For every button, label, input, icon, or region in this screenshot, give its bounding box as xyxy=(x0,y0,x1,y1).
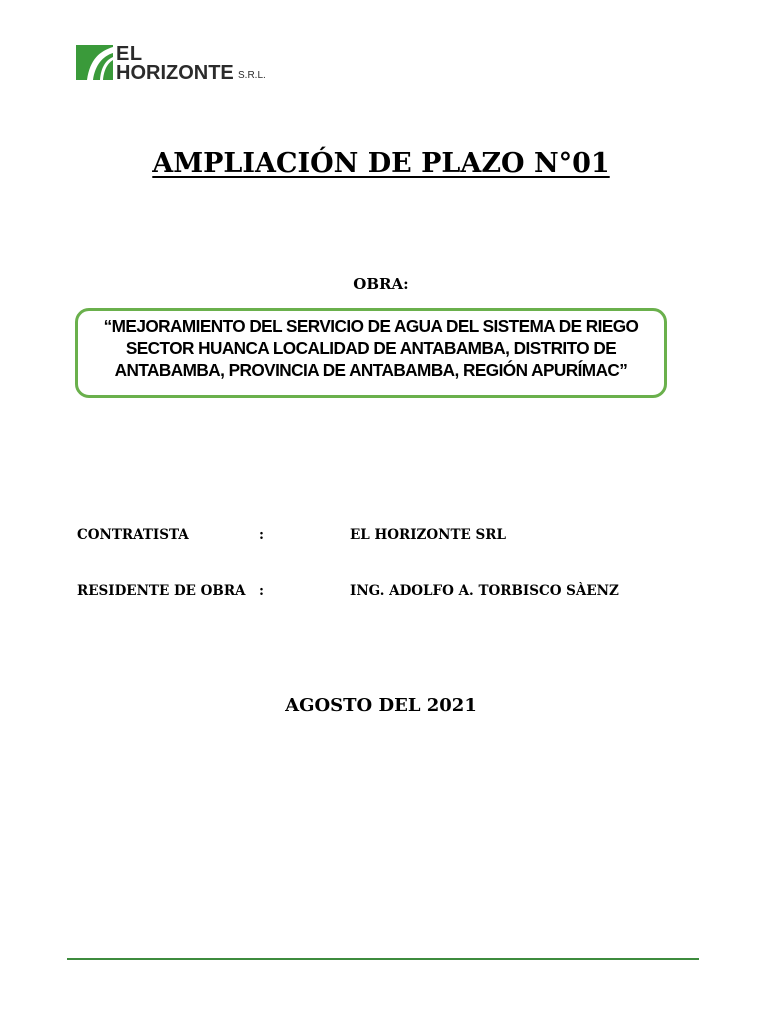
obra-description-line: “MEJORAMIENTO DEL SERVICIO DE AGUA DEL SISTEMA DE RIEGO xyxy=(103,316,639,336)
contratista-label: CONTRATISTA xyxy=(77,527,189,543)
document-date: AGOSTO DEL 2021 xyxy=(285,695,477,716)
obra-description-line: SECTOR HUANCA LOCALIDAD DE ANTABAMBA, DISTRITO DE xyxy=(125,338,617,358)
residente-label: RESIDENTE DE OBRA xyxy=(77,583,246,599)
residente-row xyxy=(77,581,677,601)
logo-text-el: EL xyxy=(116,43,143,65)
logo-text-srl: S.R.L. xyxy=(238,70,266,81)
obra-description xyxy=(98,315,645,381)
document-title: AMPLIACIÓN DE PLAZO N°01 xyxy=(152,148,610,179)
obra-description-line: ANTABAMBA, PROVINCIA DE ANTABAMBA, REGIÓN APURÍMAC” xyxy=(114,360,628,380)
logo-text-horizonte: HORIZONTE xyxy=(116,62,234,84)
contratista-row xyxy=(77,525,677,545)
company-logo xyxy=(76,44,276,84)
obra-description-box xyxy=(75,308,667,398)
contratista-separator: : xyxy=(259,527,264,543)
obra-label: OBRA: xyxy=(353,275,409,293)
contratista-value: EL HORIZONTE SRL xyxy=(350,527,506,543)
residente-separator: : xyxy=(259,583,264,599)
footer-divider xyxy=(67,958,699,960)
residente-value: ING. ADOLFO A. TORBISCO SÀENZ xyxy=(350,583,619,599)
road-logo-icon xyxy=(76,45,113,80)
